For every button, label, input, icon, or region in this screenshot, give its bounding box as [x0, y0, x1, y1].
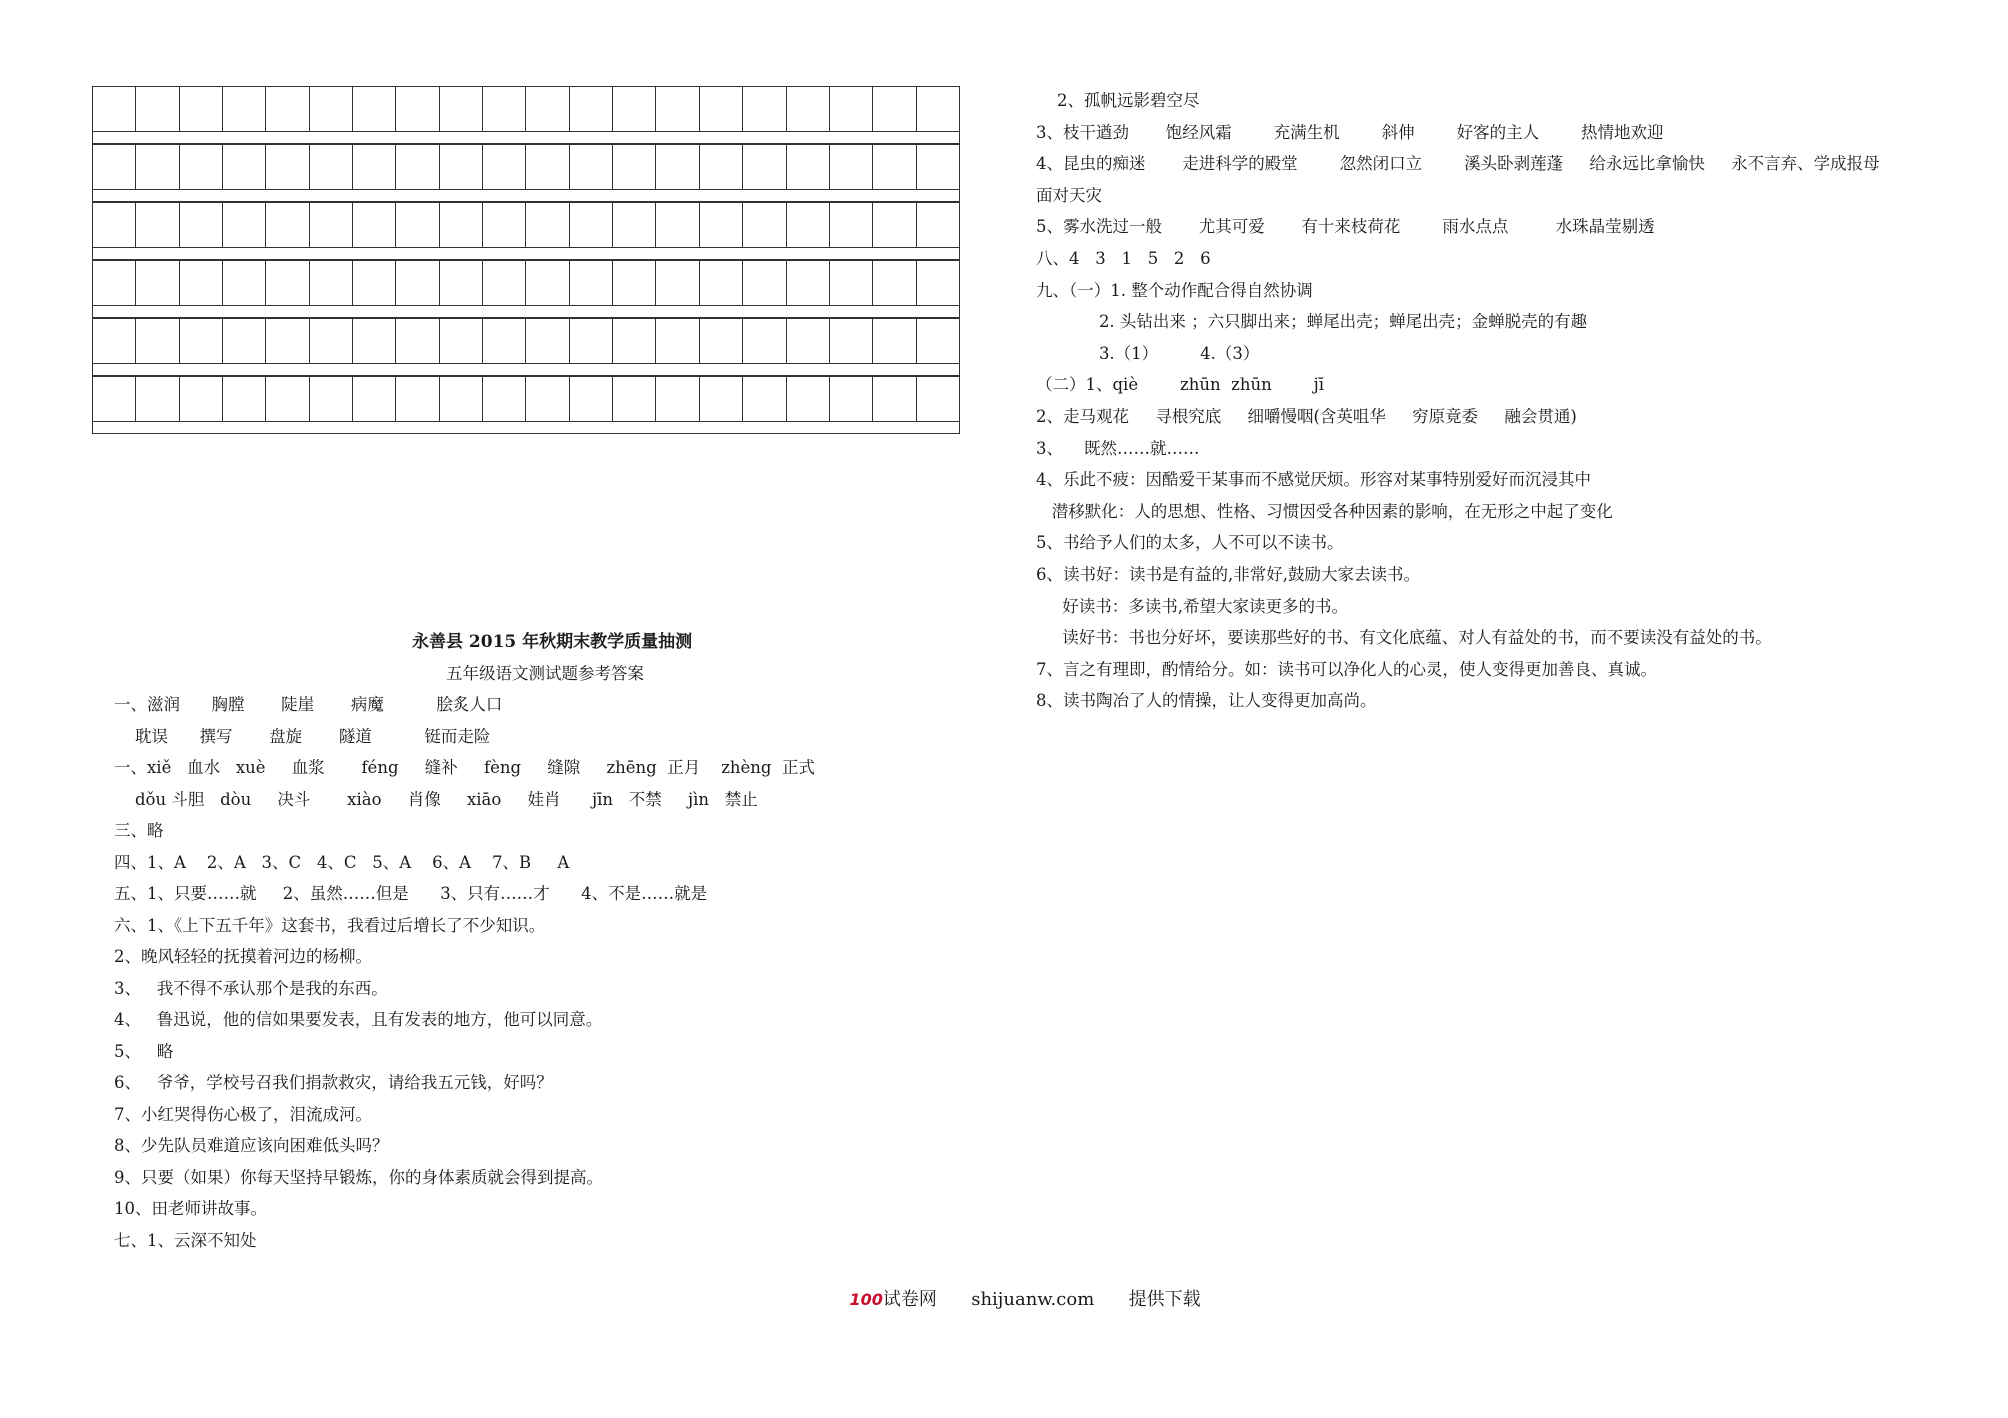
answer-line: 一、xiě 血水 xuè 血浆 féng 缝补 fèng 缝隙 zhēng 正月 zhèng 正式 [114, 758, 815, 777]
grid-cell [656, 319, 699, 363]
grid-cell [656, 377, 699, 421]
grid-cell [700, 87, 743, 131]
grid-cell [483, 145, 526, 189]
answer-line: 七、1、云深不知处 [114, 1230, 257, 1250]
grid-cell [180, 319, 223, 363]
grid-cell [570, 261, 613, 305]
grid-cell [743, 261, 786, 305]
grid-cell [830, 203, 873, 247]
grid-cell [396, 87, 439, 131]
grid-cell [743, 377, 786, 421]
grid-cell [440, 261, 483, 305]
grid-cell [917, 87, 959, 131]
grid-cell [613, 87, 656, 131]
answer-line: 八、4 3 1 5 2 6 [1036, 249, 1211, 268]
exam-title: 永善县 2015 年秋期末教学质量抽测 [412, 632, 693, 652]
grid-cell [700, 203, 743, 247]
grid-cell [396, 377, 439, 421]
grid-cell [830, 319, 873, 363]
grid-cell [526, 203, 569, 247]
answer-line: （二）1、qiè zhūn zhūn jī [1036, 375, 1325, 395]
grid-cell [353, 261, 396, 305]
writing-grid [92, 86, 960, 434]
answer-line: 3、枝干遒劲 饱经风霜 充满生机 斜伸 好客的主人 热情地欢迎 [1036, 122, 1664, 142]
answer-line: 一、滋润 胸膛 陡崖 病魔 脍炙人口 [114, 695, 503, 714]
grid-cell [136, 87, 179, 131]
site-url: shijuanw.com [971, 1289, 1095, 1310]
answer-line: 3.（1） 4.（3） [1036, 343, 1260, 363]
grid-cell [440, 203, 483, 247]
grid-cell [483, 87, 526, 131]
answer-line: 读好书：书也分好坏，要读那些好的书、有文化底蕴、对人有益处的书，而不要读没有益处的书。 [1036, 628, 1772, 648]
answer-line: 四、1、A 2、A 3、C 4、C 5、A 6、A 7、B A [114, 852, 570, 872]
answer-line: 4、昆虫的痴迷 走进科学的殿堂 忽然闭口立 溪头卧剥莲蓬 给永远比拿愉快 永不言弃、学成报母 [1036, 154, 1880, 174]
grid-cell [700, 319, 743, 363]
grid-cell [743, 319, 786, 363]
grid-cell [93, 261, 136, 305]
grid-cell [223, 261, 266, 305]
answer-line: 7、小红哭得伤心极了，泪流成河。 [114, 1104, 372, 1124]
grid-cell [93, 203, 136, 247]
grid-cell [613, 145, 656, 189]
answer-line: 2. 头钻出来 ；六只脚出来；蝉尾出壳；蝉尾出壳；金蝉脱壳的有趣 [1036, 312, 1588, 332]
grid-cell [483, 203, 526, 247]
grid-cell [787, 87, 830, 131]
grid-cell [310, 145, 353, 189]
grid-cell [656, 145, 699, 189]
grid-cell [136, 261, 179, 305]
grid-cell [310, 377, 353, 421]
grid-cell [787, 377, 830, 421]
grid-cell [353, 319, 396, 363]
grid-cell [526, 377, 569, 421]
grid-cell [873, 377, 916, 421]
grid-cell [310, 261, 353, 305]
grid-cell [656, 203, 699, 247]
answer-line: dǒu 斗胆 dòu 决斗 xiào 肖像 xiāo 娃肖 jīn 不禁 jìn 禁止 [114, 789, 758, 809]
grid-cell [136, 203, 179, 247]
grid-cell [700, 377, 743, 421]
grid-cell [613, 203, 656, 247]
grid-cell [310, 203, 353, 247]
grid-cell [180, 87, 223, 131]
grid-cell [440, 87, 483, 131]
answer-line: 3、 既然……就…… [1036, 438, 1200, 458]
grid-cell [266, 203, 309, 247]
grid-cell [223, 87, 266, 131]
grid-cell [396, 203, 439, 247]
grid-cell [830, 87, 873, 131]
grid-cell [656, 87, 699, 131]
grid-cell [570, 319, 613, 363]
grid-cell [613, 377, 656, 421]
grid-cell [223, 319, 266, 363]
answer-line: 7、言之有理即，酌情给分。如：读书可以净化人的心灵，使人变得更加善良、真诚。 [1036, 659, 1657, 679]
grid-cell [570, 377, 613, 421]
grid-cell [917, 145, 959, 189]
grid-cell [526, 319, 569, 363]
grid-cell [353, 377, 396, 421]
grid-cell [266, 319, 309, 363]
grid-cell [787, 145, 830, 189]
grid-cell [180, 203, 223, 247]
grid-row [92, 86, 960, 144]
grid-cell [526, 87, 569, 131]
grid-cell [873, 203, 916, 247]
grid-cell [396, 319, 439, 363]
answer-line: 面对天灾 [1036, 185, 1102, 205]
answer-line: 8、少先队员难道应该向困难低头吗？ [114, 1136, 389, 1155]
grid-cell [440, 145, 483, 189]
grid-cell [917, 377, 959, 421]
grid-cell [266, 87, 309, 131]
grid-cell [93, 145, 136, 189]
grid-cell [440, 377, 483, 421]
grid-cell [483, 261, 526, 305]
footer [838, 1264, 1201, 1311]
grid-row [92, 202, 960, 260]
grid-cell [830, 377, 873, 421]
grid-cell [93, 319, 136, 363]
grid-cell [873, 87, 916, 131]
grid-cell [440, 319, 483, 363]
answer-line: 5、 略 [114, 1041, 174, 1061]
answer-line: 3、 我不得不承认那个是我的东西。 [114, 978, 388, 998]
grid-cell [93, 87, 136, 131]
grid-cell [136, 145, 179, 189]
grid-cell [223, 145, 266, 189]
grid-row [92, 376, 960, 434]
download-note: 提供下载 [1128, 1289, 1201, 1310]
answer-line: 4、 鲁迅说，他的信如果要发表，且有发表的地方，他可以同意。 [114, 1010, 603, 1029]
grid-cell [787, 319, 830, 363]
grid-cell [917, 319, 959, 363]
grid-cell [570, 87, 613, 131]
grid-cell [353, 145, 396, 189]
grid-cell [266, 377, 309, 421]
answer-line: 6、读书好：读书是有益的,非常好,鼓励大家去读书。 [1036, 565, 1420, 584]
answer-line: 五、1、只要……就 2、虽然……但是 3、只有……才 4、不是……就是 [114, 884, 708, 903]
grid-cell [396, 145, 439, 189]
grid-cell [873, 319, 916, 363]
answer-line: 九、（一）1. 整个动作配合得自然协调 [1036, 280, 1313, 300]
answer-line: 6、 爷爷，学校号召我们捐款救灾，请给我五元钱，好吗？ [114, 1073, 553, 1092]
grid-cell [136, 319, 179, 363]
answer-line: 9、只要（如果）你每天坚持早锻炼，你的身体素质就会得到提高。 [114, 1167, 603, 1187]
grid-cell [483, 377, 526, 421]
grid-cell [743, 203, 786, 247]
answer-line: 8、读书陶冶了人的情操，让人变得更加高尚。 [1036, 691, 1377, 711]
site-logo: 100 [849, 1290, 883, 1309]
grid-cell [656, 261, 699, 305]
grid-cell [223, 377, 266, 421]
answer-line: 六、1、《上下五千年》这套书，我看过后增长了不少知识。 [114, 915, 546, 935]
answer-line: 5、书给予人们的太多，人不可以不读书。 [1036, 533, 1344, 553]
grid-cell [266, 145, 309, 189]
grid-cell [136, 377, 179, 421]
site-name: 试卷网 [882, 1289, 937, 1310]
grid-cell [266, 261, 309, 305]
grid-cell [570, 203, 613, 247]
grid-cell [180, 261, 223, 305]
grid-cell [700, 145, 743, 189]
grid-cell [830, 261, 873, 305]
grid-cell [570, 145, 613, 189]
grid-cell [353, 87, 396, 131]
grid-cell [526, 145, 569, 189]
answer-line: 10、田老师讲故事。 [114, 1199, 267, 1218]
grid-cell [873, 261, 916, 305]
answer-line: 2、走马观花 寻根究底 细嚼慢咽(含英咀华 穷原竟委 融会贯通) [1036, 407, 1577, 426]
grid-cell [483, 319, 526, 363]
answer-line: 5、雾水洗过一般 尤其可爱 有十来枝荷花 雨水点点 水珠晶莹剔透 [1036, 217, 1655, 237]
grid-cell [310, 319, 353, 363]
grid-cell [526, 261, 569, 305]
grid-cell [787, 261, 830, 305]
answer-line: 2、晚风轻轻的抚摸着河边的杨柳。 [114, 947, 372, 966]
grid-row [92, 318, 960, 376]
grid-cell [873, 145, 916, 189]
grid-cell [743, 145, 786, 189]
grid-cell [353, 203, 396, 247]
grid-cell [93, 377, 136, 421]
grid-cell [180, 377, 223, 421]
grid-cell [700, 261, 743, 305]
answer-line: 三、略 [114, 821, 164, 840]
answer-line: 2、孤帆远影碧空尽 [1036, 91, 1200, 110]
grid-cell [917, 261, 959, 305]
grid-row [92, 144, 960, 202]
grid-cell [396, 261, 439, 305]
grid-cell [310, 87, 353, 131]
grid-cell [180, 145, 223, 189]
grid-cell [613, 261, 656, 305]
grid-row [92, 260, 960, 318]
grid-cell [743, 87, 786, 131]
grid-cell [830, 145, 873, 189]
grid-cell [613, 319, 656, 363]
grid-cell [787, 203, 830, 247]
answer-line: 耽误 撰写 盘旋 隧道 铤而走险 [114, 726, 491, 746]
answer-line: 好读书：多读书,希望大家读更多的书。 [1036, 596, 1348, 616]
grid-cell [917, 203, 959, 247]
exam-subtitle: 五年级语文测试题参考答案 [446, 664, 644, 683]
grid-cell [223, 203, 266, 247]
answer-line: 潜移默化：人的思想、性格、习惯因受各种因素的影响，在无形之中起了变化 [1036, 501, 1613, 521]
answer-line: 4、乐此不疲：因酷爱干某事而不感觉厌烦。形容对某事特别爱好而沉浸其中 [1036, 470, 1591, 490]
